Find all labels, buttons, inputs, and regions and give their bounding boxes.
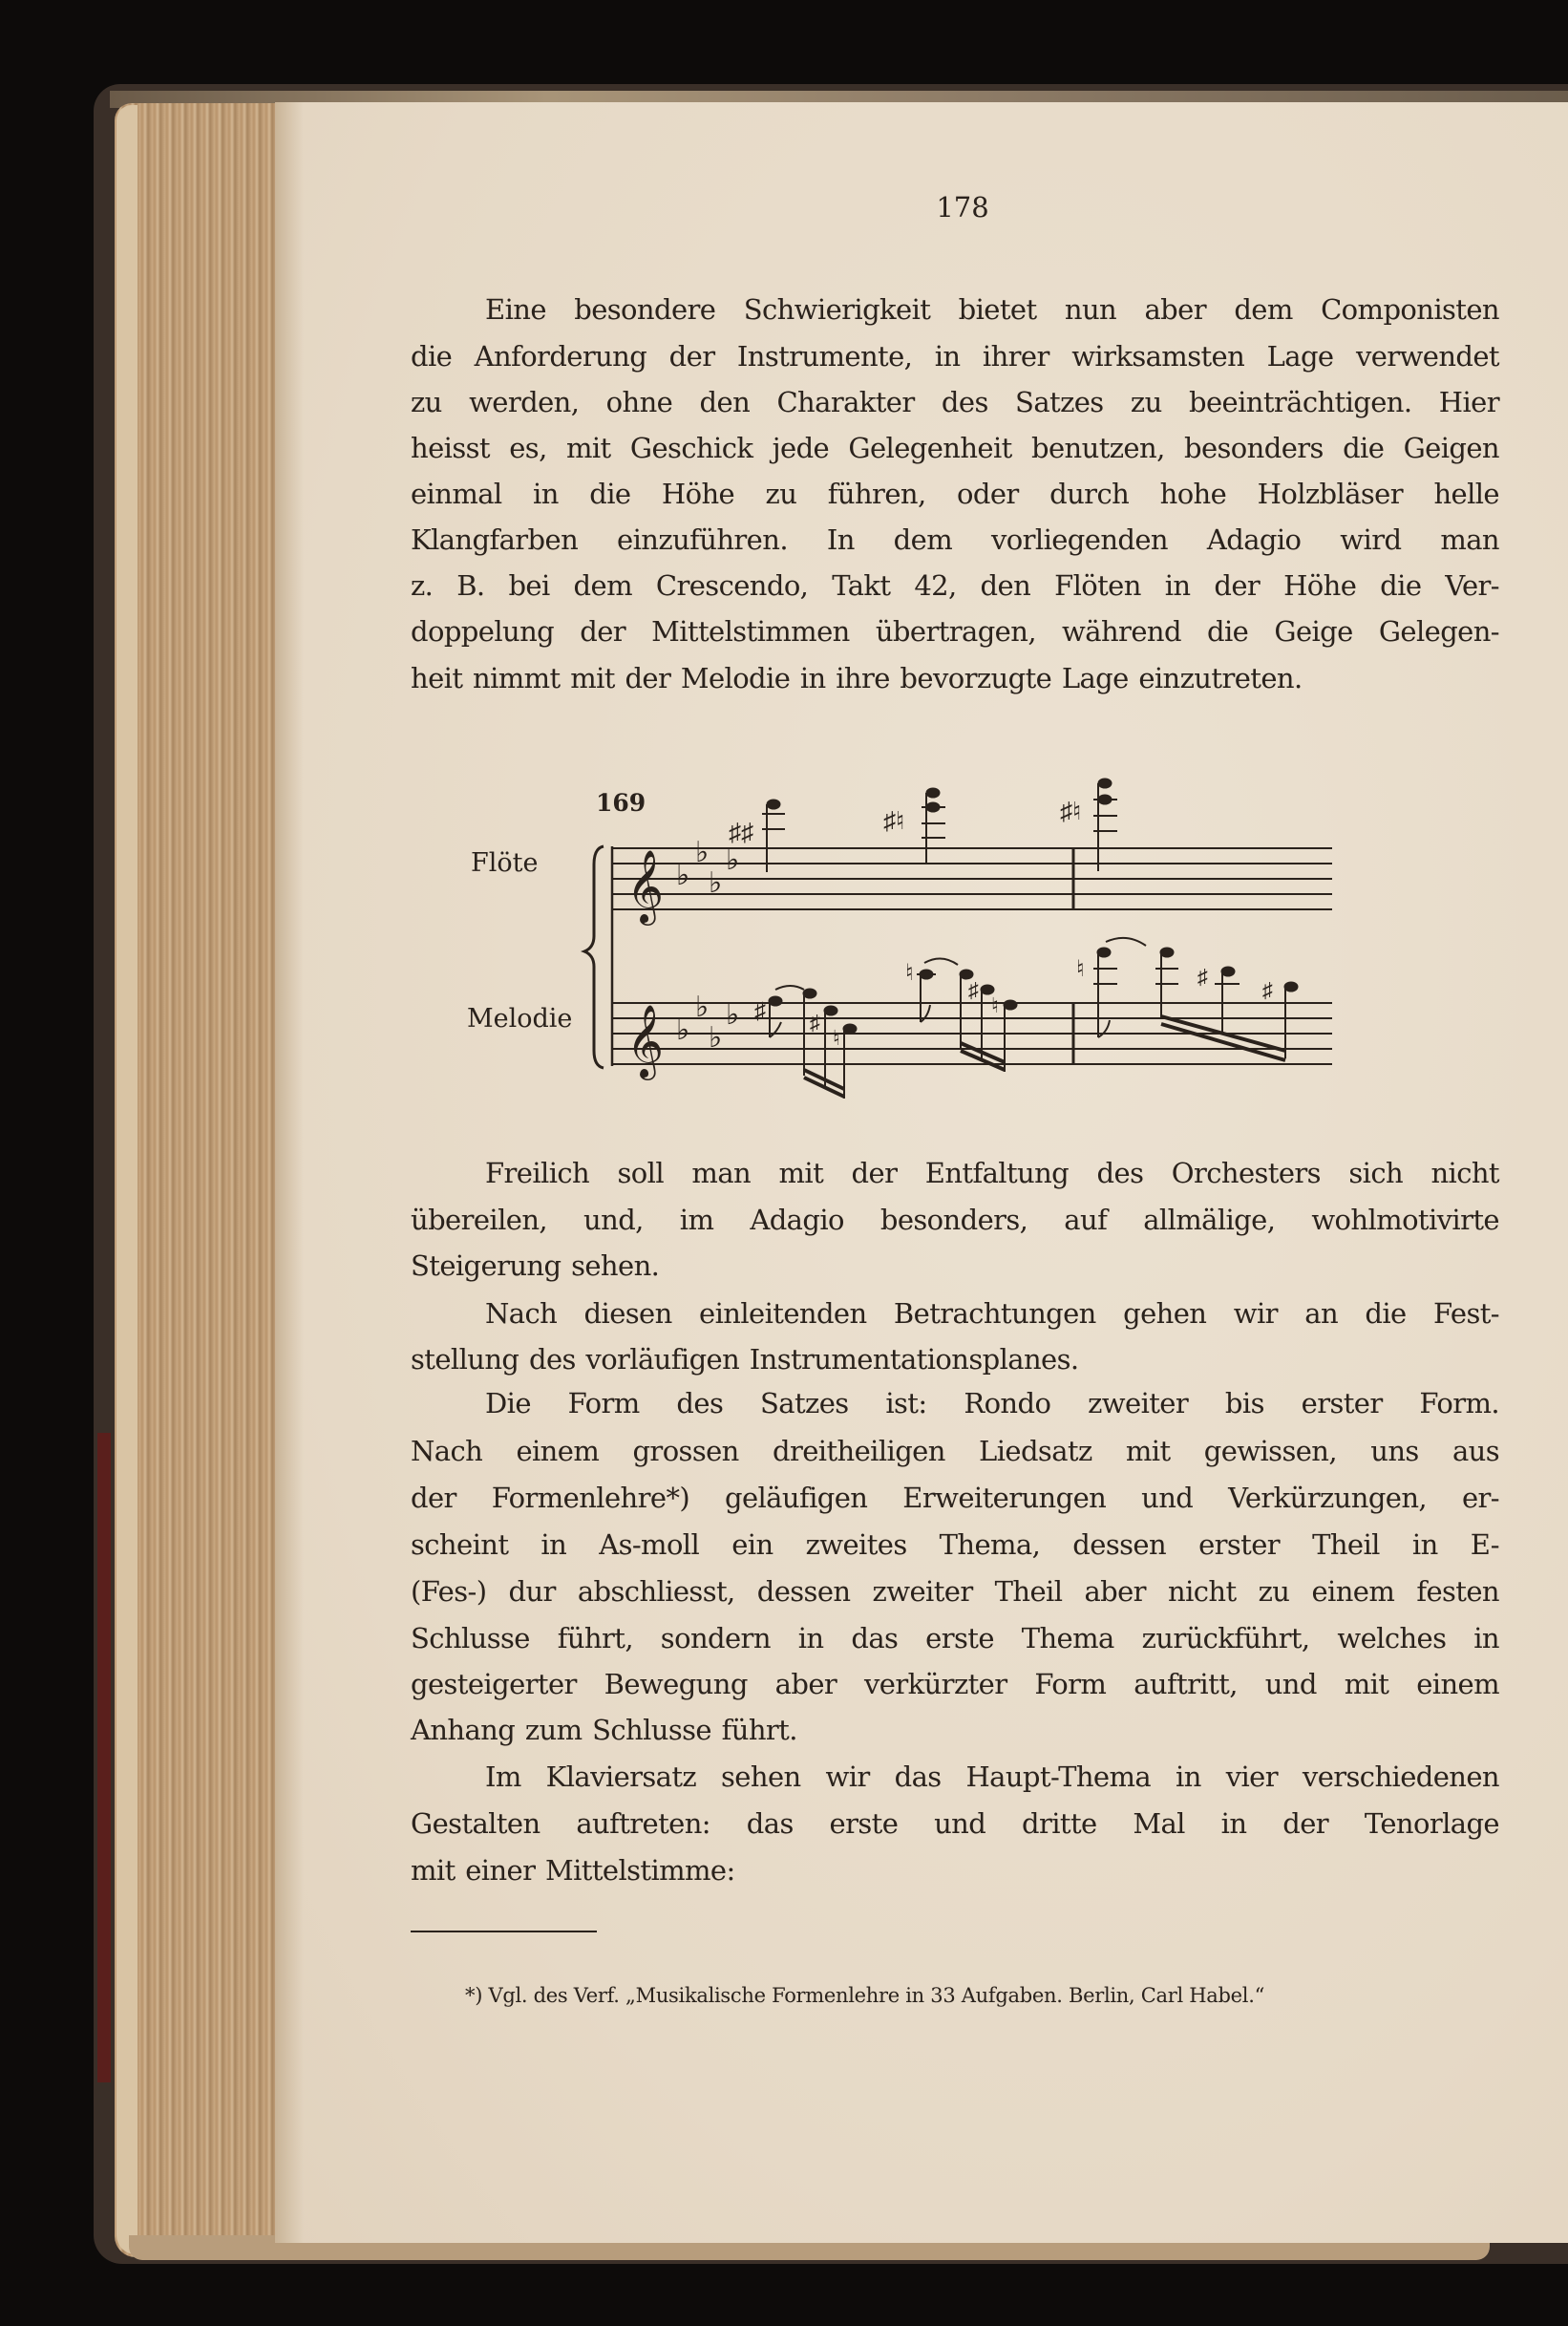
note-group-melodie-16ths-1 [803, 989, 857, 1099]
note-melodie-eighth [905, 958, 958, 1022]
svg-text:♭: ♭ [709, 1021, 723, 1055]
text-line: scheint in As-moll ein zweites Thema, dessen erster Theil in E- [411, 1528, 1499, 1561]
text-line: Im Klaviersatz sehen wir das Haupt-Thema in vier verschiedenen [485, 1761, 1499, 1793]
system-brace [584, 846, 604, 1068]
text-line: doppelung der Mittelstimmen übertragen, während die Geige Gelegen- [411, 615, 1499, 648]
svg-text:♭: ♭ [676, 1014, 690, 1047]
note-group-melodie-16ths-2 [960, 970, 1017, 1072]
key-signature-flats-melodie [676, 991, 739, 1055]
svg-text:♯: ♯ [810, 1011, 820, 1035]
text-line: Gestalten auftreten: das erste und dritte Mal in der Tenorlage [411, 1807, 1499, 1840]
text-line: Nach einem grossen dreitheiligen Liedsatz mit gewissen, uns aus [411, 1435, 1499, 1467]
text-line: der Formenlehre*) geläufigen Erweiterungen und Verkürzungen, er- [411, 1482, 1499, 1514]
svg-text:♭: ♭ [676, 859, 690, 892]
text-line: Freilich soll man mit der Entfaltung des Orchesters sich nicht [485, 1157, 1499, 1189]
note-floete-3 [1060, 779, 1117, 871]
svg-text:♭: ♭ [726, 998, 740, 1032]
svg-text:♯: ♯ [1197, 965, 1208, 989]
text-line: mit einer Mittelstimme: [411, 1854, 735, 1887]
svg-text:♮: ♮ [905, 961, 914, 986]
svg-text:♮: ♮ [833, 1026, 840, 1050]
staff-label-floete: Flöte [471, 848, 539, 878]
treble-clef-icon: 𝄞 [626, 1004, 665, 1078]
svg-text:♯: ♯ [754, 999, 766, 1024]
music-notation [573, 764, 1337, 1108]
text-line: stellung des vorläufigen Instrumentationsplanes. [411, 1343, 1079, 1376]
svg-text:♯: ♯ [1262, 978, 1273, 1002]
note-floete-2 [883, 788, 945, 864]
svg-text:♭: ♭ [695, 836, 710, 869]
text-line: einmal in die Höhe zu führen, oder durch hohe Holzbläser helle [411, 478, 1499, 510]
page-edges-highlight [117, 105, 138, 2254]
text-line: Klangfarben einzuführen. In dem vorliegenden Adagio wird man [411, 523, 1499, 556]
staff-label-melodie: Melodie [467, 1004, 573, 1034]
page-number: 178 [936, 191, 989, 224]
text-line: die Anforderung der Instrumente, in ihrer wirksamsten Lage verwendet [411, 340, 1499, 373]
text-line: Schlusse führt, sondern in das erste Thema zurückführt, welches in [411, 1622, 1499, 1654]
text-line: Die Form des Satzes ist: Rondo zweiter bis erster Form. [485, 1387, 1499, 1419]
svg-text:♭: ♭ [695, 991, 710, 1024]
svg-text:♭: ♭ [726, 843, 740, 877]
footnote: *) Vgl. des Verf. „Musikalische Formenlehre in 33 Aufgaben. Berlin, Carl Habel.“ [465, 1984, 1265, 2007]
book-spine-red-trim [97, 1433, 111, 2082]
note-melodie-eighth-2 [1076, 938, 1146, 1037]
text-line: heisst es, mit Geschick jede Gelegenheit benutzen, besonders die Geigen [411, 432, 1499, 464]
measure-number: 169 [596, 789, 646, 817]
treble-clef-icon: 𝄞 [626, 849, 665, 923]
svg-text:♭: ♭ [709, 866, 723, 900]
svg-text:♯♮: ♯♮ [1060, 798, 1082, 825]
text-line: übereilen, und, im Adagio besonders, auf allmälige, wohlmotivirte [411, 1204, 1499, 1236]
svg-text:♯♯: ♯♯ [729, 819, 753, 846]
text-line: Anhang zum Schlusse führt. [411, 1714, 797, 1746]
page-gutter-shadow [275, 102, 304, 2243]
text-line: Steigerung sehen. [411, 1249, 660, 1282]
footnote-rule [411, 1931, 597, 1932]
svg-text:♯: ♯ [968, 978, 979, 1002]
text-line: Nach diesen einleitenden Betrachtungen gehen wir an die Fest- [485, 1297, 1499, 1330]
page-edges [115, 103, 282, 2257]
text-line: z. B. bei dem Crescendo, Takt 42, den Flöten in der Höhe die Ver- [411, 569, 1499, 602]
text-line: gesteigerter Bewegung aber verkürzter Form auftritt, und mit einem [411, 1668, 1499, 1700]
text-line: Eine besondere Schwierigkeit bietet nun aber dem Componisten [485, 293, 1499, 326]
svg-text:♮: ♮ [1076, 957, 1085, 982]
svg-text:♯♮: ♯♮ [883, 807, 905, 835]
note-melodie-1 [754, 986, 804, 1037]
svg-text:♮: ♮ [991, 993, 999, 1017]
text-line: zu werden, ohne den Charakter des Satzes zu beeinträchtigen. Hier [411, 386, 1499, 418]
text-line: heit nimmt mit der Melodie in ihre bevorzugte Lage einzutreten. [411, 662, 1303, 694]
text-line: (Fes-) dur abschliesst, dessen zweiter Theil aber nicht zu einem festen [411, 1575, 1499, 1608]
